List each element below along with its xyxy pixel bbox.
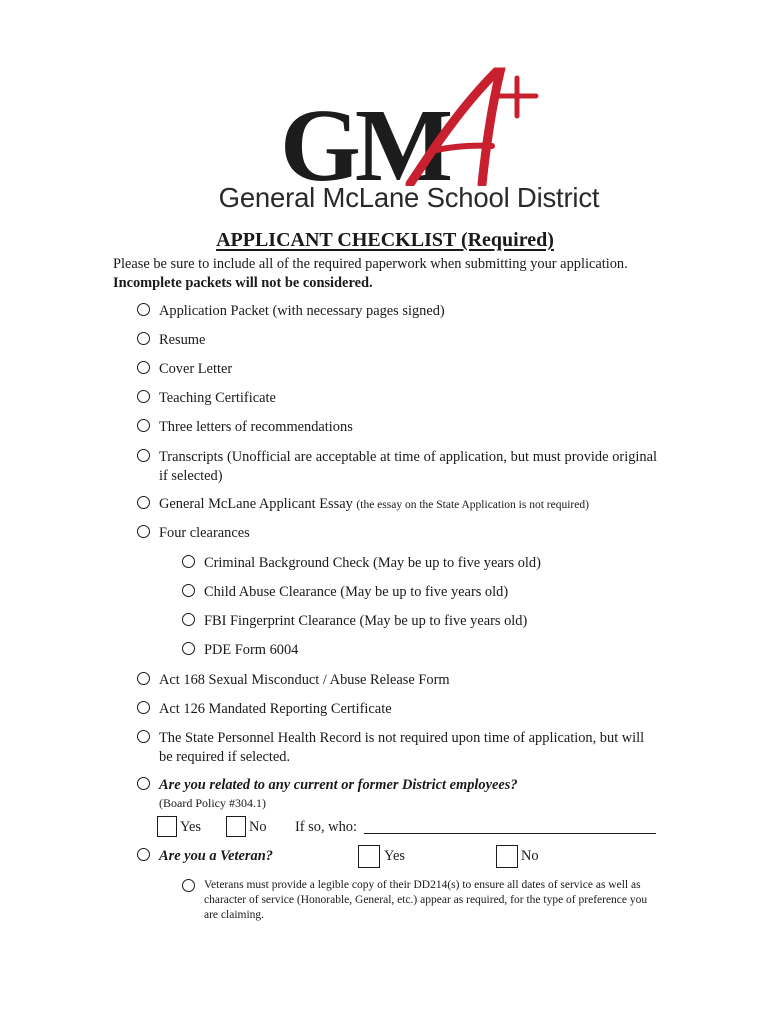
circle-checkbox-icon[interactable] <box>137 361 150 374</box>
checklist-label: Cover Letter <box>159 361 233 377</box>
veteran-question-text: Are you a Veteran? <box>159 848 273 864</box>
clearance-item-child-abuse[interactable] <box>182 583 652 602</box>
clearance-label: Criminal Background Check (May be up to five years old) <box>204 555 541 571</box>
checklist-label: The State Personnel Health Record is not required upon time of application, but will be required if selected. <box>159 730 645 765</box>
circle-checkbox-icon[interactable] <box>182 879 195 892</box>
circle-checkbox-icon[interactable] <box>137 730 150 743</box>
if-so-who-label: If so, who: <box>295 819 357 835</box>
circle-checkbox-icon[interactable] <box>137 390 150 403</box>
circle-checkbox-icon[interactable] <box>137 303 150 316</box>
circle-checkbox-icon[interactable] <box>137 449 150 462</box>
circle-checkbox-icon[interactable] <box>137 525 150 538</box>
intro-text <box>113 255 633 293</box>
related-no-checkbox[interactable] <box>226 816 246 837</box>
veteran-question <box>137 847 357 866</box>
checklist-label: Teaching Certificate <box>159 390 276 406</box>
intro-bold: Incomplete packets will not be considered. <box>113 275 373 291</box>
checklist-item-application[interactable] <box>137 302 657 321</box>
checklist-label: Three letters of recommendations <box>159 419 353 435</box>
if-so-who-field[interactable] <box>364 833 656 834</box>
checklist-item-act-126[interactable] <box>137 700 657 719</box>
clearance-label: FBI Fingerprint Clearance (May be up to five years old) <box>204 613 528 629</box>
checklist-item-resume[interactable] <box>137 331 657 350</box>
related-question <box>137 776 657 795</box>
veteran-yes-checkbox[interactable] <box>358 845 380 868</box>
veteran-no-checkbox[interactable] <box>496 845 518 868</box>
checklist-label: Act 126 Mandated Reporting Certificate <box>159 701 392 717</box>
logo-a-plus-icon <box>200 66 620 186</box>
circle-checkbox-icon[interactable] <box>182 642 195 655</box>
circle-checkbox-icon[interactable] <box>182 555 195 568</box>
page-title: APPLICANT CHECKLIST (Required) <box>216 229 554 251</box>
checklist-item-recommendations[interactable] <box>137 418 657 437</box>
circle-checkbox-icon[interactable] <box>137 848 150 861</box>
checklist-item-clearances[interactable] <box>137 524 657 543</box>
related-yes-checkbox[interactable] <box>157 816 177 837</box>
checklist-label: Resume <box>159 332 206 348</box>
veteran-no-label: No <box>521 848 539 864</box>
checklist-item-essay[interactable] <box>137 495 667 515</box>
circle-checkbox-icon[interactable] <box>137 777 150 790</box>
checklist-item-teaching-certificate[interactable] <box>137 389 657 408</box>
checklist-label: Application Packet (with necessary pages signed) <box>159 303 445 319</box>
veteran-note-text: Veterans must provide a legible copy of their DD214(s) to ensure all dates of service as well as character of service (Honorable, General, etc.) appear as required, for the type of preference you are claiming. <box>204 879 648 921</box>
checklist-item-act-168[interactable] <box>137 671 657 690</box>
related-yes-label: Yes <box>180 819 201 835</box>
circle-checkbox-icon[interactable] <box>137 332 150 345</box>
checklist-label: Act 168 Sexual Misconduct / Abuse Release Form <box>159 672 450 688</box>
circle-checkbox-icon[interactable] <box>137 419 150 432</box>
related-question-text: Are you related to any current or former District employees? <box>159 777 518 793</box>
clearance-item-criminal[interactable] <box>182 554 652 573</box>
checklist-label: Four clearances <box>159 525 250 541</box>
district-name: General McLane School District <box>218 182 600 213</box>
circle-checkbox-icon[interactable] <box>137 701 150 714</box>
district-logo <box>200 66 620 216</box>
circle-checkbox-icon[interactable] <box>182 613 195 626</box>
veteran-note <box>182 878 658 923</box>
checklist-item-cover-letter[interactable] <box>137 360 657 379</box>
board-policy-note: (Board Policy #304.1) <box>159 796 266 810</box>
intro-plain: Please be sure to include all of the required paperwork when submitting your application. <box>113 256 628 272</box>
clearance-item-fbi[interactable] <box>182 612 652 631</box>
checklist-label: Transcripts (Unofficial are acceptable at time of application, but must provide original if selected) <box>159 449 657 484</box>
circle-checkbox-icon[interactable] <box>182 584 195 597</box>
checklist-item-health-record[interactable] <box>137 729 659 766</box>
clearance-label: PDE Form 6004 <box>204 642 299 658</box>
veteran-yes-label: Yes <box>384 848 405 864</box>
clearance-label: Child Abuse Clearance (May be up to five years old) <box>204 584 509 600</box>
essay-note: (the essay on the State Application is not required) <box>356 499 589 511</box>
related-no-label: No <box>249 819 267 835</box>
clearance-item-pde-form[interactable] <box>182 641 652 660</box>
checklist-item-transcripts[interactable] <box>137 448 657 485</box>
circle-checkbox-icon[interactable] <box>137 496 150 509</box>
checklist-label: General McLane Applicant Essay <box>159 496 353 512</box>
circle-checkbox-icon[interactable] <box>137 672 150 685</box>
logo-gm-lettering: GM <box>280 88 448 203</box>
